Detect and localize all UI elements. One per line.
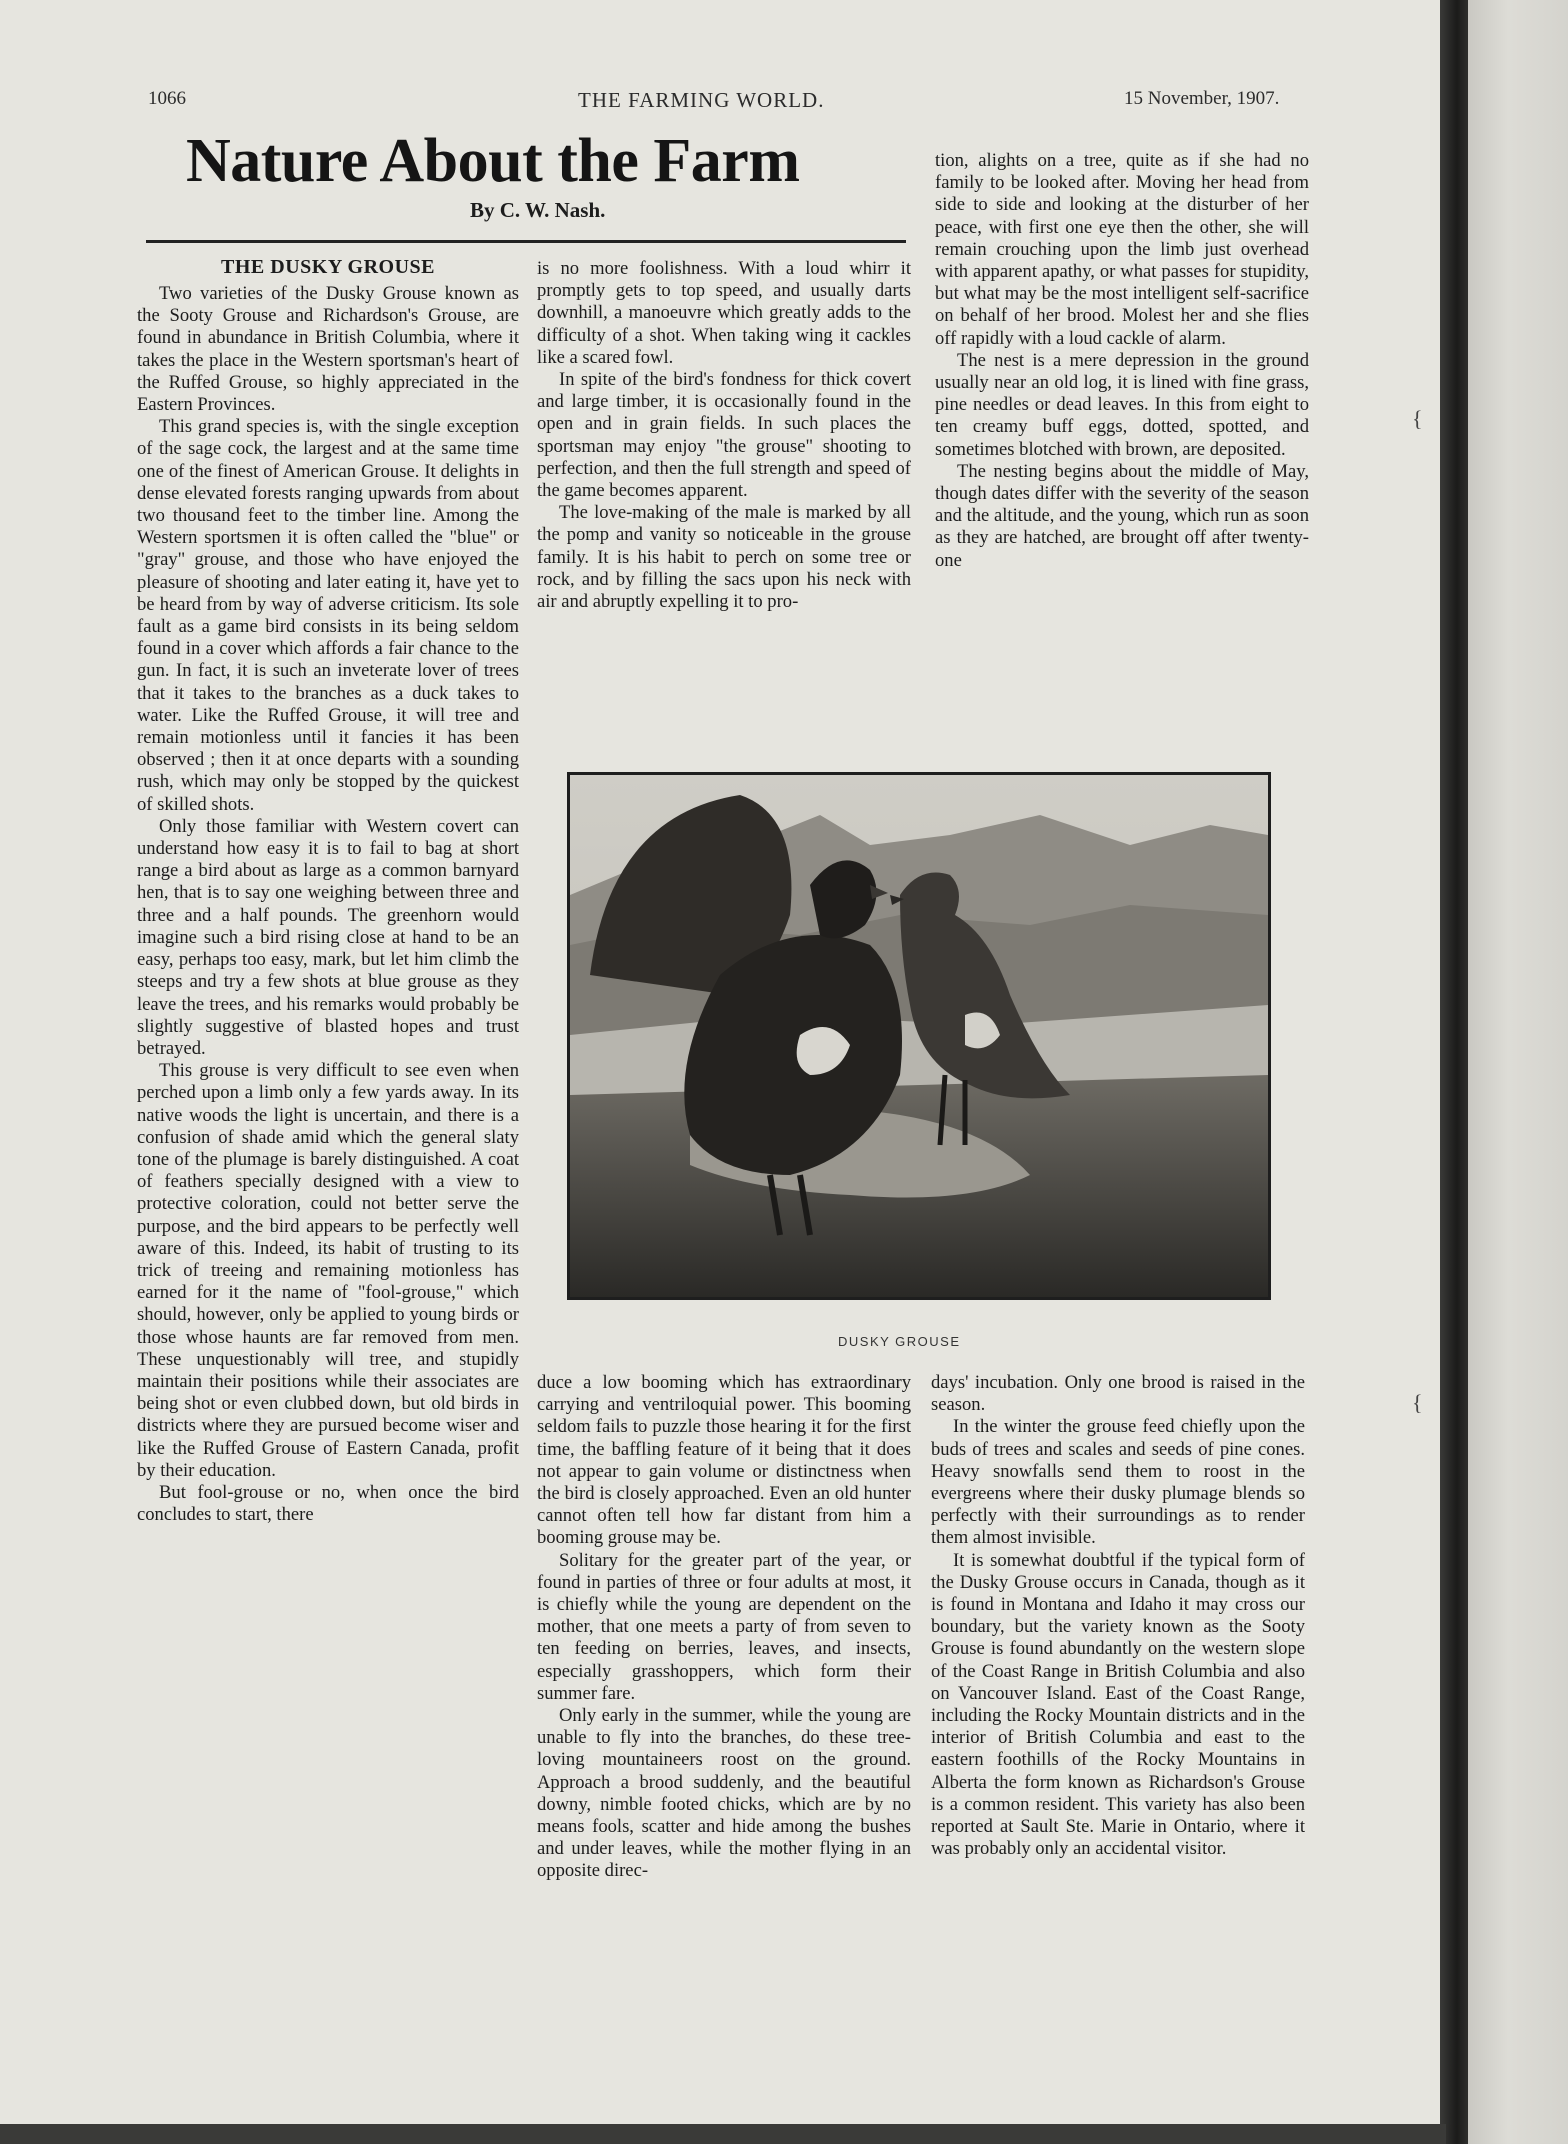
- paragraph: In spite of the bird's fondness for thick covert and large timber, it is occasionally found in the open and in grain fields. In such places the sportsman may enjoy "the grouse" shooting to perfection, and then the full strength and speed of the game becomes apparent.: [537, 369, 911, 502]
- paragraph: is no more foolishness. With a loud whirr it promptly gets to top speed, and usually darts downhill, a manoeuvre which greatly adds to the difficulty of a shot. When taking wing it cackles like a scared fowl.: [537, 258, 911, 368]
- paragraph: Only early in the summer, while the young are unable to fly into the branches, do these tree-loving mountaineers roost on the ground. Approach a brood suddenly, and the beautiful downy, nimble footed chicks, which are by no means fools, scatter and hide among the bushes and under leaves, while the mother flying in an opposite direc-: [537, 1705, 911, 1882]
- paragraph: This grand species is, with the single exception of the sage cock, the largest and at the same time one of the finest of American Grouse. It delights in dense elevated forests ranging upwards from about two thousand feet to the timber line. Among the Western sportsmen it is often called the "blue" or "gray" grouse, and those who have enjoyed the pleasure of shooting and later eating it, have yet to be heard from by way of adverse criticism. Its sole fault as a game bird consists in its being seldom found in a cover which affords a fair chance to the gun. In fact, it is such an inveterate lover of trees that it takes to the branches as a duck takes to water. Like the Ruffed Grouse, it will tree and remain motionless until it fancies it has been observed ; then it at once departs with a sounding rush, which may only be stopped by the quickest of skilled shots.: [137, 416, 519, 815]
- paragraph: duce a low booming which has extraordinary carrying and ventriloquial power. This booming seldom fails to puzzle those hearing it for the first time, the baffling feature of it being that it does not appear to gain volume or distinctness when the bird is closely approached. Even an old hunter cannot often tell how far distant from him a booming grouse may be.: [537, 1372, 911, 1549]
- text-column-3-top: [935, 150, 1309, 572]
- paragraph: It is somewhat doubtful if the typical form of the Dusky Grouse occurs in Canada, though as it is found in Montana and Idaho it may cross our boundary, but the variety known as the Sooty Grouse is found abundantly on the western slope of the Coast Range in British Columbia and also on Vancouver Island. East of the Coast Range, including the Rocky Mountain districts and in the interior of British Columbia and east to the eastern foothills of the Rocky Mountains in Alberta the form known as Richardson's Grouse is a common resident. This variety has also been reported at Sault Ste. Marie in Ontario, where it was probably only an accidental visitor.: [931, 1549, 1305, 1860]
- grouse-illustration: [570, 775, 1268, 1297]
- paragraph: This grouse is very difficult to see even when perched upon a limb only a few yards away. In its native woods the light is uncertain, and there is a confusion of shade amid which the general slaty tone of the plumage is barely distinguished. A coat of feathers specially designed with a view to protective coloration, could not better serve the purpose, and the bird appears to be perfectly well aware of this. Indeed, its habit of trusting to its trick of treeing and remaining motionless has earned for it the name of "fool-grouse," which should, however, only be applied to young birds or those whose haunts are far removed from men. These unquestionably will tree, and stupidly maintain their positions while their associates are being shot or even clubbed down, but old birds in districts where they are pursued become wiser and like the Ruffed Grouse of Eastern Canada, profit by their education.: [137, 1060, 519, 1481]
- article-byline: By C. W. Nash.: [470, 198, 606, 222]
- running-title: THE FARMING WORLD.: [578, 88, 825, 112]
- title-rule: [146, 240, 906, 243]
- paragraph: The love-making of the male is marked by all the pomp and vanity so noticeable in the grouse family. It is his habit to perch on some tree or rock, and by filling the sacs upon his neck with air and abruptly expelling it to pro-: [537, 502, 911, 613]
- margin-mark: {: [1412, 406, 1423, 431]
- paragraph: days' incubation. Only one brood is raised in the season.: [931, 1372, 1305, 1416]
- facing-page-edge: [1468, 0, 1568, 2144]
- paragraph: tion, alights on a tree, quite as if she had no family to be looked after. Moving her head from side to side and looking at the disturber of her peace, with first one eye then the other, she will remain crouching upon the limb just overhead with apparent apathy, or what passes for stupidity, but what may be the most intelligent self-sacrifice on behalf of her brood. Molest her and she flies off rapidly with a loud cackle of alarm.: [935, 150, 1309, 349]
- paragraph: The nesting begins about the middle of May, though dates differ with the severity of the season and the altitude, and the young, which run as soon as they are hatched, are brought off after twenty-one: [935, 460, 1309, 571]
- margin-mark: {: [1412, 1390, 1423, 1415]
- paragraph: Only those familiar with Western covert can understand how easy it is to fail to bag at short range a bird about as large as a common barnyard hen, that is to say one weighing between three and three and a half pounds. The greenhorn would imagine such a bird rising close at hand to be an easy, perhaps too easy, mark, but let him climb the steeps and try a few shots at blue grouse as they leave the trees, and his remarks would probably be slightly suggestive of blasted hopes and trust betrayed.: [137, 815, 519, 1059]
- text-column-3-bottom: [931, 1372, 1305, 1860]
- scan-border: [0, 2124, 1446, 2144]
- paragraph: The nest is a mere depression in the ground usually near an old log, it is lined with fine grass, pine needles or dead leaves. In this from eight to ten creamy buff eggs, dotted, spotted, and sometimes blotched with brown, are deposited.: [935, 349, 1309, 460]
- paragraph: Solitary for the greater part of the year, or found in parties of three or four adults at most, it is chiefly while the young are dependent on the mother, that one meets a party of from seven to ten feeding on berries, leaves, and insects, especially grasshoppers, which form their summer fare.: [537, 1549, 911, 1704]
- text-column-2-top: [537, 258, 911, 613]
- book-gutter: [1440, 0, 1468, 2144]
- figure-caption: DUSKY GROUSE: [838, 1334, 961, 1349]
- text-column-1: [137, 256, 519, 1526]
- paragraph: In the winter the grouse feed chiefly upon the buds of trees and scales and seeds of pine cones. Heavy snowfalls send them to roost in the evergreens where their dusky plumage blends so perfectly with their surroundings as to render them almost invisible.: [931, 1416, 1305, 1549]
- article-title: Nature About the Farm: [186, 127, 800, 195]
- paragraph: But fool-grouse or no, when once the bird concludes to start, there: [137, 1481, 519, 1526]
- text-column-2-bottom: [537, 1372, 911, 1883]
- dusky-grouse-photograph: [567, 772, 1271, 1300]
- page-number: 1066: [148, 88, 186, 109]
- paragraph: Two varieties of the Dusky Grouse known as the Sooty Grouse and Richardson's Grouse, are found in abundance in British Columbia, where it takes the place in the Western sportsman's heart of the Ruffed Grouse, so highly appreciated in the Eastern Provinces.: [137, 283, 519, 416]
- section-heading: THE DUSKY GROUSE: [221, 256, 435, 278]
- issue-date: 15 November, 1907.: [1124, 88, 1280, 109]
